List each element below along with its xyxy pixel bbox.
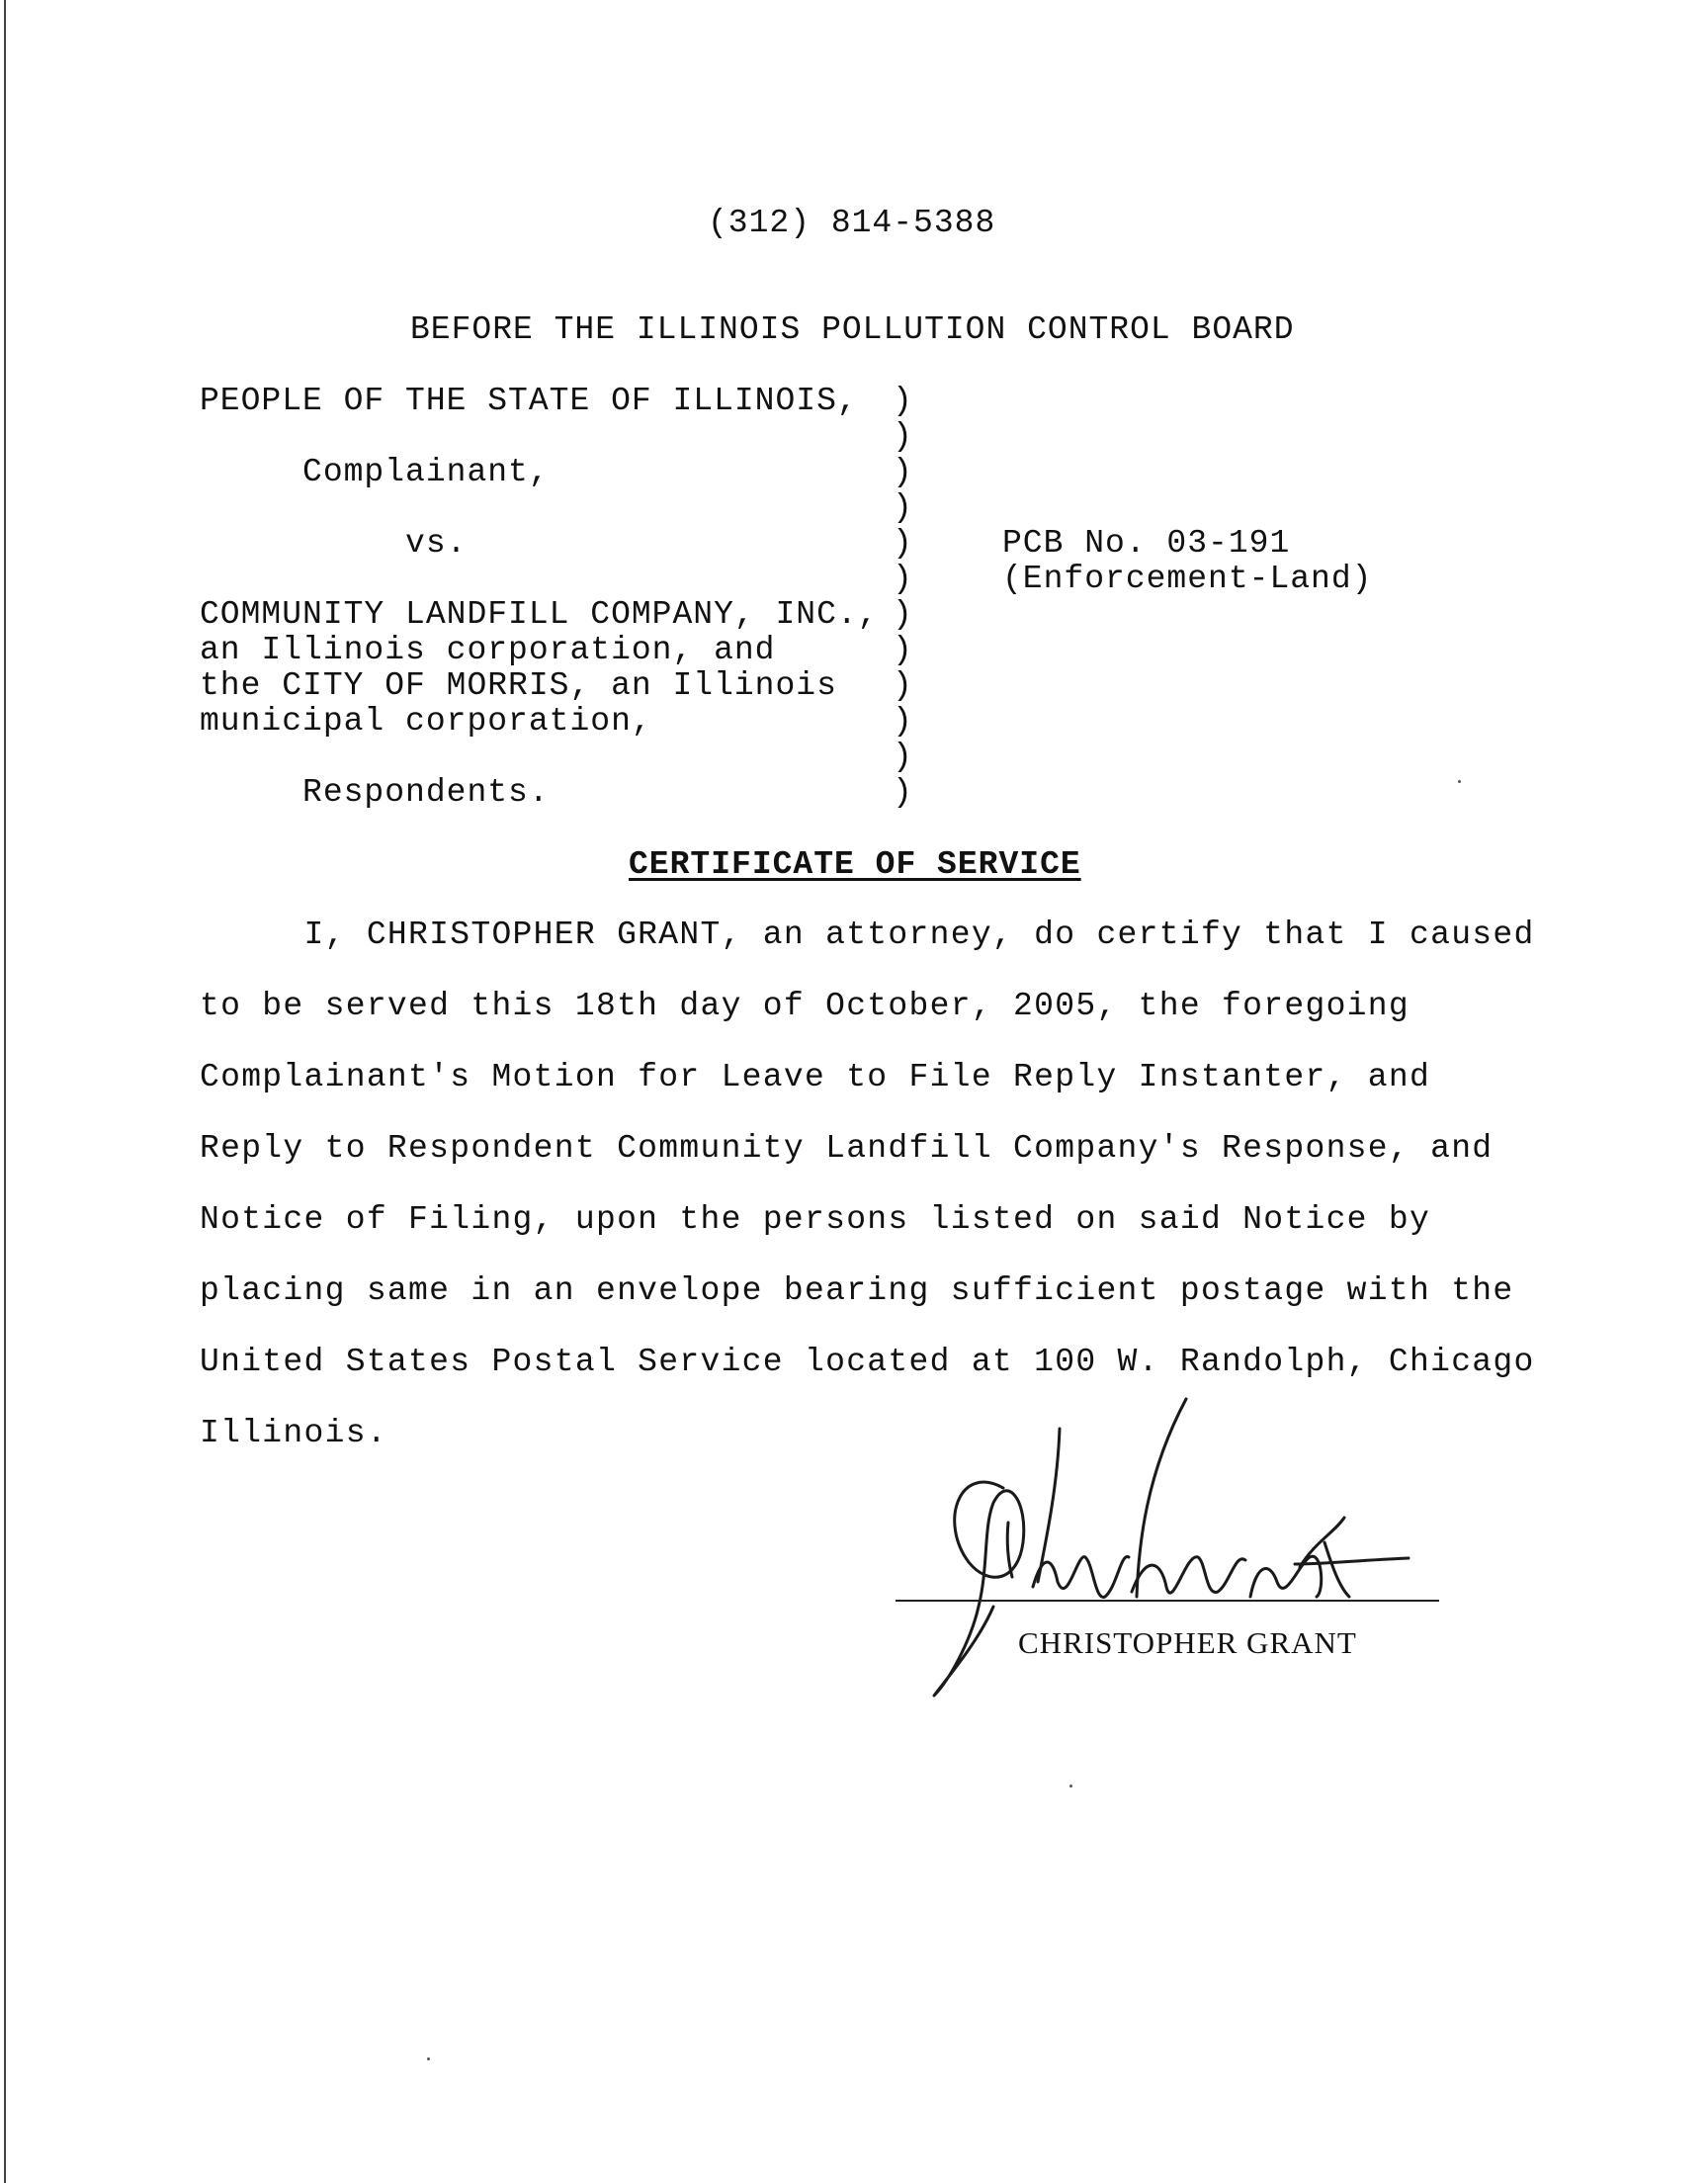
scan-speck <box>1069 1785 1072 1788</box>
caption-paren: ) <box>893 774 912 811</box>
caption-paren: ) <box>893 596 912 633</box>
certificate-line: United States Postal Service located at 100 W. Randolph, Chicago <box>200 1344 1535 1380</box>
case-type: (Enforcement-Land) <box>1002 561 1373 597</box>
certificate-line: Reply to Respondent Community Landfill Company's Response, and <box>200 1130 1494 1167</box>
certificate-line: placing same in an envelope bearing sufficient postage with the <box>200 1272 1514 1309</box>
caption-line <box>200 562 892 597</box>
phone-number: (312) 814-5388 <box>708 205 996 241</box>
caption-paren: ) <box>893 739 912 775</box>
caption-paren: ) <box>893 667 912 704</box>
caption-line <box>200 490 892 526</box>
caption-line: the CITY OF MORRIS, an Illinois <box>200 667 837 704</box>
signature-line <box>896 1600 1439 1602</box>
caption-line: Respondents. <box>200 774 550 811</box>
certificate-heading: CERTIFICATE OF SERVICE <box>629 846 1081 883</box>
case-caption-parties <box>200 384 892 811</box>
certificate-line: to be served this 18th day of October, 2005, the foregoing <box>200 988 1409 1024</box>
caption-line <box>200 419 892 455</box>
caption-line: an Illinois corporation, and <box>200 632 776 668</box>
certificate-line: Notice of Filing, upon the persons listed on said Notice by <box>200 1201 1431 1238</box>
caption-paren-column <box>893 384 912 811</box>
scan-speck <box>427 2057 430 2060</box>
handwritten-signature <box>909 1394 1463 1720</box>
caption-paren: ) <box>893 489 912 526</box>
certificate-line: Complainant's Motion for Leave to File Reply Instanter, and <box>200 1059 1431 1095</box>
case-number: PCB No. 03-191 <box>1002 525 1291 562</box>
caption-paren: ) <box>893 418 912 455</box>
caption-paren: ) <box>893 383 912 419</box>
scan-edge-rule <box>4 0 6 2183</box>
caption-line: vs. <box>200 525 468 562</box>
caption-paren: ) <box>893 525 912 562</box>
caption-line: municipal corporation, <box>200 703 652 740</box>
caption-paren: ) <box>893 561 912 597</box>
caption-line: COMMUNITY LANDFILL COMPANY, INC., <box>200 596 879 633</box>
certificate-line: I, CHRISTOPHER GRANT, an attorney, do certify that I caused <box>200 917 1535 953</box>
caption-line: PEOPLE OF THE STATE OF ILLINOIS, <box>200 383 858 419</box>
board-title: BEFORE THE ILLINOIS POLLUTION CONTROL BOARD <box>410 311 1295 348</box>
caption-paren: ) <box>893 454 912 490</box>
caption-line <box>200 740 892 775</box>
signer-name: CHRISTOPHER GRANT <box>1018 1625 1357 1660</box>
certificate-line: Illinois. <box>200 1415 387 1451</box>
caption-paren: ) <box>893 632 912 668</box>
caption-line: Complainant, <box>200 454 550 490</box>
scan-speck <box>1458 780 1461 783</box>
caption-paren: ) <box>893 703 912 740</box>
